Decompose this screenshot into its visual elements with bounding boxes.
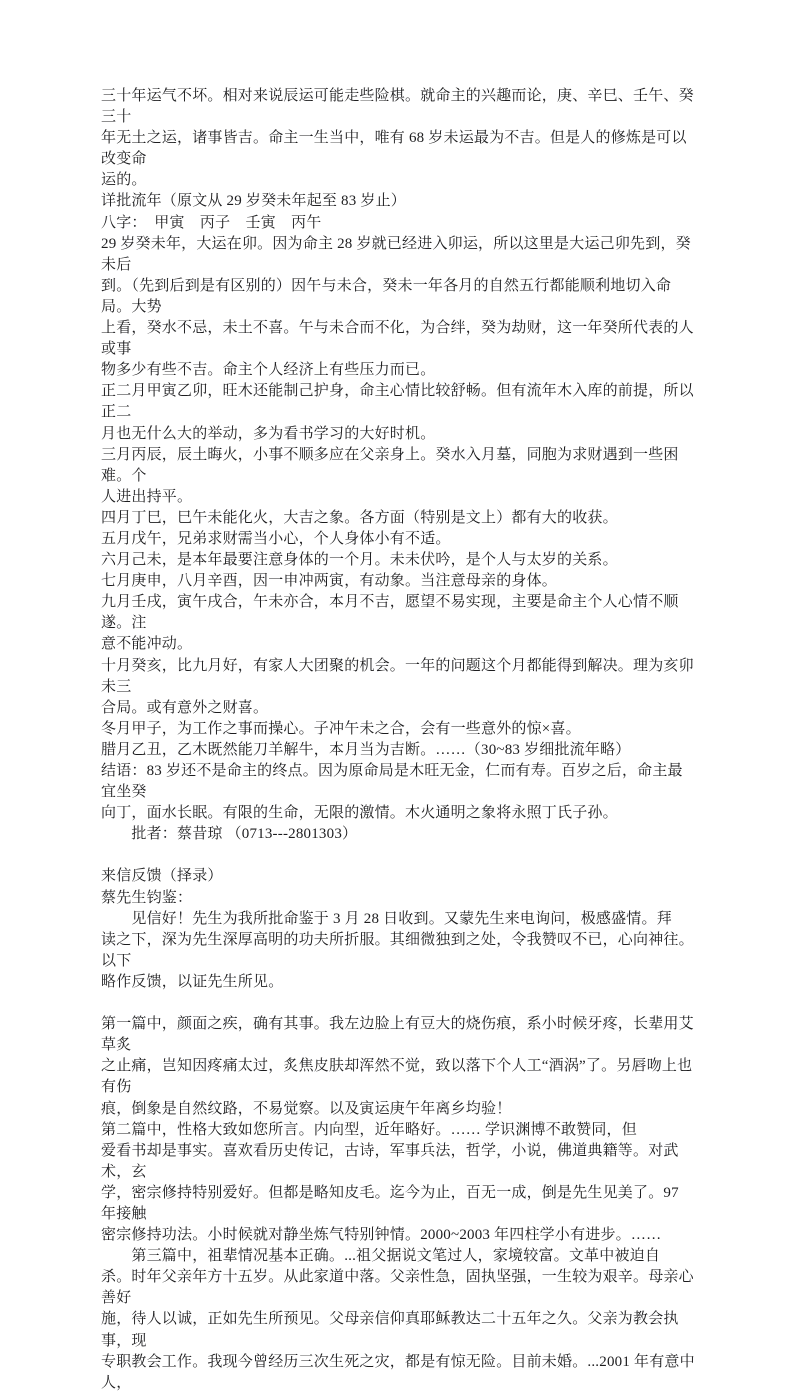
- text-line: 杀。时年父亲年方十五岁。从此家道中落。父亲性急，固执坚强，一生较为艰辛。母亲心善好: [101, 1269, 694, 1307]
- text-line: 蔡先生钧鉴：: [101, 889, 193, 906]
- text-line: 批者：蔡昔琼 （0713---2801303）: [101, 826, 358, 843]
- text-line: 密宗修持功法。小时候就对静坐炼气特别钟情。2000~2003 年四柱学小有进步。……: [101, 1227, 662, 1244]
- text-line: 三十年运气不坏。相对来说辰运可能走些险棋。就命主的兴趣而论，庚、辛巳、壬午、癸三十: [101, 88, 694, 126]
- text-line: 专职教会工作。我现今曾经历三次生死之灾，都是有惊无险。目前未婚。...2001 年有意中人，: [101, 1353, 695, 1391]
- text-line: 结语：83 岁还不是命主的终点。因为原命局是木旺无金，仁而有寿。百岁之后，命主最宜坐癸: [101, 763, 683, 801]
- text-line: 第二篇中，性格大致如您所言。内向型，近年略好。…… 学识渊博不敢赞同，但: [101, 1121, 637, 1138]
- text-line: 上看，癸水不忌，未土不喜。午与未合而不化，为合绊，癸为劫财，这一年癸所代表的人或事: [101, 320, 694, 358]
- text-line: 三月丙辰，辰土晦火，小事不顺多应在父亲身上。癸水入月墓，同胞为求财遇到一些困难。个: [101, 446, 679, 484]
- text-line: 之止痛，岂知因疼痛太过，炙焦皮肤却浑然不觉，致以落下个人工“酒涡”了。另唇吻上也有伤: [101, 1058, 693, 1096]
- text-line: 读之下，深为先生深厚高明的功夫所折服。其细微独到之处，令我赞叹不已，心向神往。以下: [101, 931, 694, 969]
- text-line: 痕，倒象是自然纹路，不易觉察。以及寅运庚午年离乡均验！: [101, 1100, 512, 1117]
- text-line: 爱看书却是事实。喜欢看历史传记，古诗，军事兵法，哲学，小说，佛道典籍等。对武术，玄: [101, 1142, 679, 1180]
- text-line: 人进出持平。: [101, 488, 193, 505]
- text-line: 到。（先到后到是有区别的）因午与未合，癸未一年各月的自然五行都能顺利地切入命局。大势: [101, 277, 672, 315]
- text-line: 来信反馈（择录）: [101, 868, 223, 885]
- text-line: 向丁，面水长眠。有限的生命，无限的激情。木火通明之象将永照丁氏子孙。: [101, 805, 618, 822]
- blank-line: [101, 845, 695, 866]
- text-line: 七月庚申，八月辛酉，因一申冲两寅，有动象。当注意母亲的身体。: [101, 573, 558, 590]
- text-line: 见信好！先生为我所批命鉴于 3 月 28 日收到。又蒙先生来电询问，极感盛情。拜: [101, 910, 672, 927]
- text-line: 八字： 甲寅 丙子 壬寅 丙午: [101, 214, 322, 231]
- text-line: 五月戊午，兄弟求财需当小心，个人身体小有不适。: [101, 530, 451, 547]
- text-line: 第一篇中，颜面之疾，确有其事。我左边脸上有豆大的烧伤痕，系小时候牙疼，长辈用艾草炙: [101, 1016, 694, 1054]
- text-line: 学，密宗修持特别爱好。但都是略知皮毛。迄今为止，百无一成，倒是先生见美了。97 年接触: [101, 1184, 683, 1222]
- text-line: 意不能冲动。: [101, 636, 193, 653]
- text-line: 施，待人以诚，正如先生所预见。父母亲信仰真耶稣教达二十五年之久。父亲为教会执事，现: [101, 1311, 679, 1349]
- text-line: 六月己未，是本年最要注意身体的一个月。未未伏吟，是个人与太岁的关系。: [101, 552, 618, 569]
- text-line: 九月壬戌，寅午戌合，午未亦合，本月不吉，愿望不易实现，主要是命主个人心情不顺遂。注: [101, 594, 679, 632]
- text-line: 略作反馈，以证先生所见。: [101, 973, 284, 990]
- text-line: 合局。或有意外之财喜。: [101, 699, 269, 716]
- text-line: 运的。: [101, 172, 147, 189]
- text-line: 正二月甲寅乙卯，旺木还能制己护身，命主心情比较舒畅。但有流年木入库的前提，所以正二: [101, 383, 694, 421]
- text-line: 冬月甲子，为工作之事而操心。子冲午未之合，会有一些意外的惊×喜。: [101, 720, 581, 737]
- text-line: 29 岁癸未年，大运在卯。因为命主 28 岁就已经进入卯运，所以这里是大运己卯先到，癸未后: [101, 235, 691, 273]
- text-line: 年无土之运，诸事皆吉。命主一生当中，唯有 68 岁未运最为不吉。但是人的修炼是可以改变命: [101, 130, 687, 168]
- text-line: 四月丁巳，巳午未能化火，大吉之象。各方面（特别是文上）都有大的收获。: [101, 509, 618, 526]
- text-line: 第三篇中，祖辈情况基本正确。...祖父据说文笔过人，家境较富。文革中被迫自: [101, 1248, 661, 1265]
- text-line: 详批流年（原文从 29 岁癸未年起至 83 岁止）: [101, 193, 407, 210]
- text-line: 物多少有些不吉。命主个人经济上有些压力而已。: [101, 362, 436, 379]
- text-line: 月也无什么大的举动，多为看书学习的大好时机。: [101, 425, 436, 442]
- blank-line: [101, 993, 695, 1014]
- text-line: 腊月乙丑，乙木既然能刀羊解牛，本月当为吉断。……（30~83 岁细批流年略）: [101, 741, 631, 758]
- text-line: 十月癸亥，比九月好，有家人大团聚的机会。一年的问题这个月都能得到解决。理为亥卯未三: [101, 657, 694, 695]
- document-text-block: [101, 86, 695, 1394]
